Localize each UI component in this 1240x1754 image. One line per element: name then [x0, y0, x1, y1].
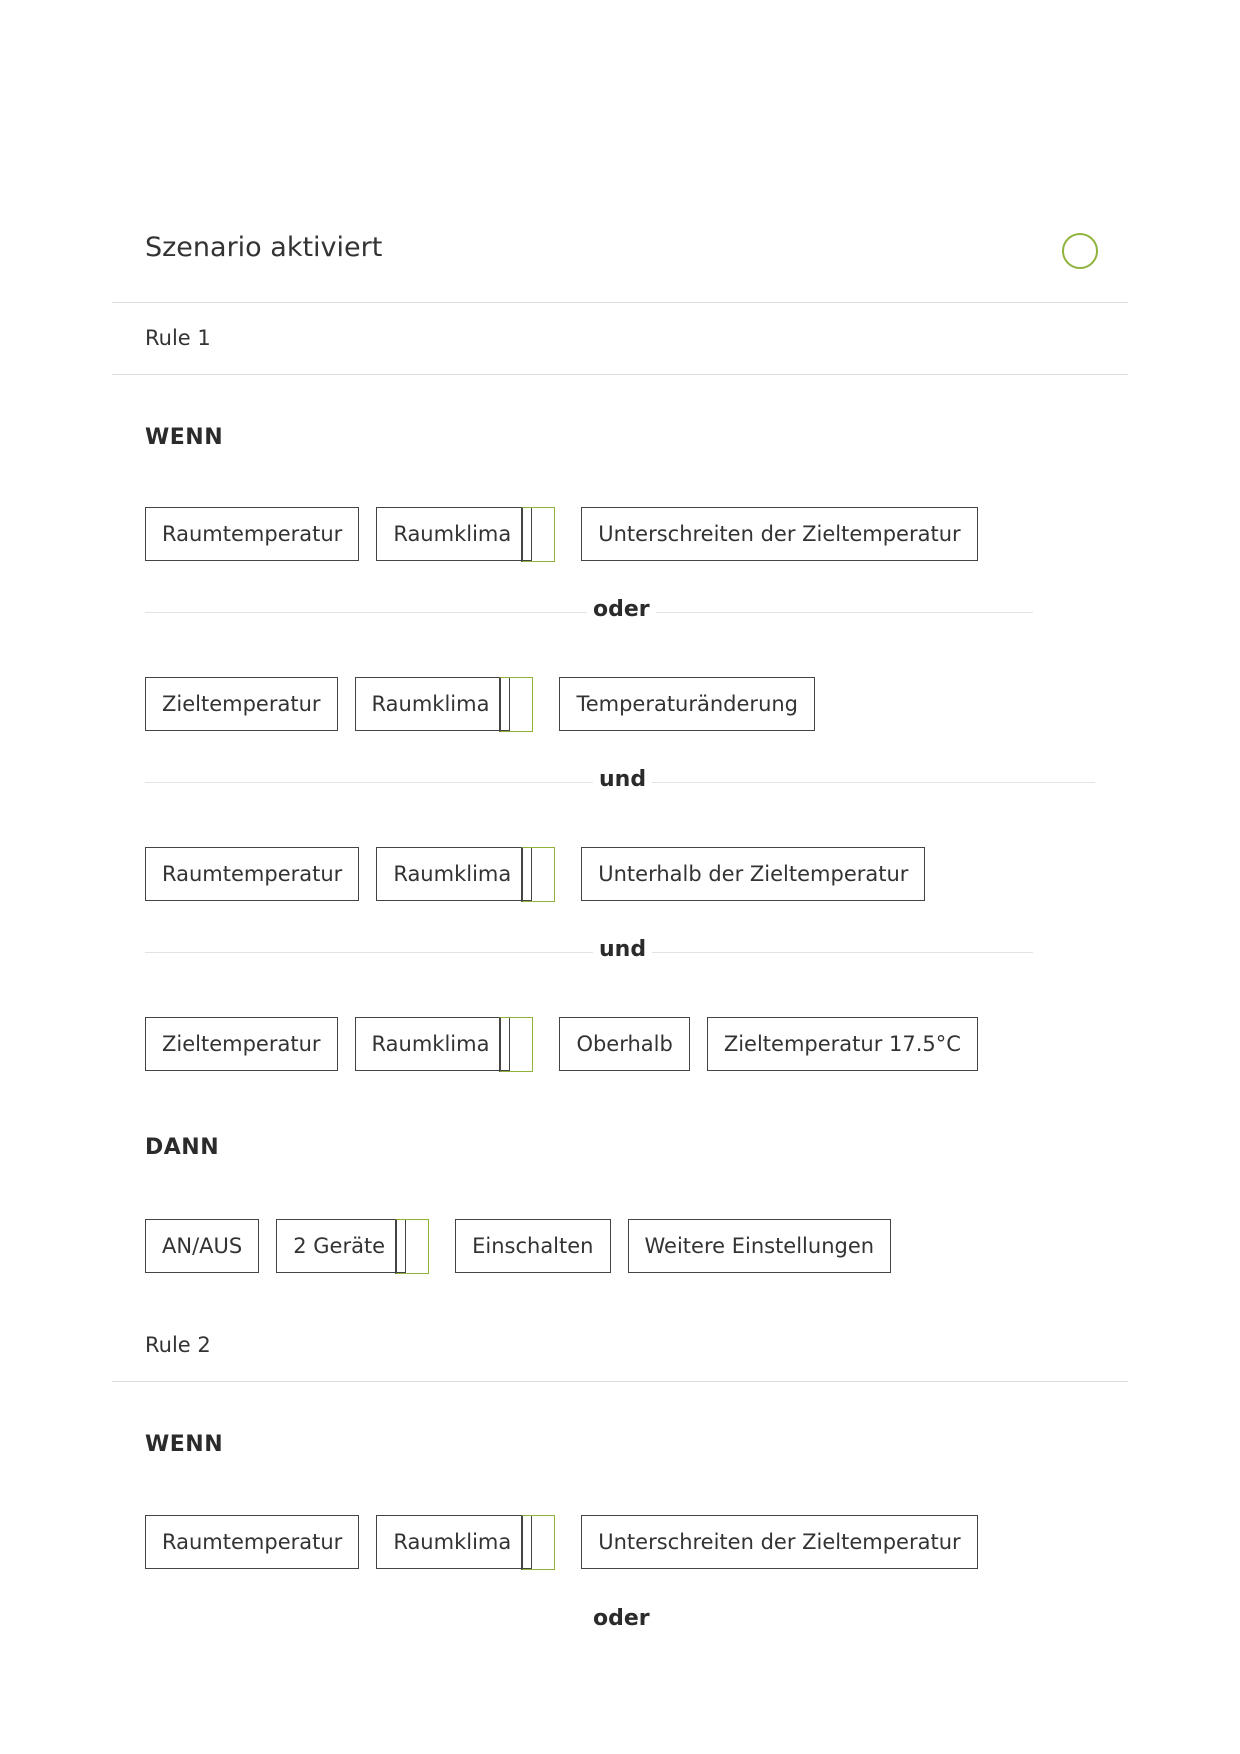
connector-und: und [593, 937, 652, 962]
more-settings-chip[interactable]: Weitere Einstellungen [628, 1219, 892, 1273]
condition-value-chip[interactable]: Unterschreiten der Zieltemperatur [581, 507, 977, 561]
dropdown-toggle[interactable] [499, 1017, 533, 1072]
connector-und: und [593, 767, 652, 792]
dropdown-toggle[interactable] [521, 1515, 555, 1570]
condition-type-chip[interactable]: Raumtemperatur [145, 847, 359, 901]
device-select-label: Raumklima [393, 862, 512, 886]
condition-type-chip[interactable]: Zieltemperatur [145, 1017, 338, 1071]
rule-1-condition-1 [145, 507, 995, 561]
rule-1-condition-3 [145, 847, 942, 901]
condition-type-chip[interactable]: Raumtemperatur [145, 1515, 359, 1569]
action-type-chip[interactable]: AN/AUS [145, 1219, 259, 1273]
rule-1-actions [145, 1219, 908, 1273]
device-select-label: Raumklima [393, 1530, 512, 1554]
page-title: Szenario aktiviert [145, 232, 383, 263]
device-select-chip[interactable] [376, 1515, 532, 1569]
device-select-chip[interactable] [355, 677, 511, 731]
scenario-toggle[interactable] [1062, 233, 1098, 269]
rule-1-wenn-label: WENN [145, 425, 224, 450]
device-select-label: Raumklima [393, 522, 512, 546]
dropdown-toggle[interactable] [521, 507, 555, 562]
dropdown-toggle[interactable] [395, 1219, 429, 1274]
device-select-chip[interactable] [355, 1017, 511, 1071]
rule-1-label: Rule 1 [145, 326, 211, 350]
condition-type-chip[interactable]: Raumtemperatur [145, 507, 359, 561]
condition-type-chip[interactable]: Zieltemperatur [145, 677, 338, 731]
rule-2-condition-1 [145, 1515, 995, 1569]
device-select-chip[interactable] [276, 1219, 406, 1273]
divider [112, 374, 1128, 375]
condition-value-chip[interactable]: Unterhalb der Zieltemperatur [581, 847, 925, 901]
action-value-chip[interactable]: Einschalten [455, 1219, 610, 1273]
rule-2-label: Rule 2 [145, 1333, 211, 1357]
condition-value-chip[interactable]: Unterschreiten der Zieltemperatur [581, 1515, 977, 1569]
connector-oder: oder [587, 597, 656, 622]
condition-operator-chip[interactable]: Oberhalb [559, 1017, 689, 1071]
condition-value-chip[interactable]: Zieltemperatur 17.5°C [707, 1017, 978, 1071]
condition-value-chip[interactable]: Temperaturänderung [559, 677, 815, 731]
device-select-chip[interactable] [376, 847, 532, 901]
rule-1-condition-4 [145, 1017, 995, 1071]
divider [112, 302, 1128, 303]
dropdown-toggle[interactable] [521, 847, 555, 902]
rule-2-wenn-label: WENN [145, 1432, 224, 1457]
dropdown-toggle[interactable] [499, 677, 533, 732]
connector-oder: oder [587, 1606, 656, 1631]
device-select-label: Raumklima [371, 692, 490, 716]
device-select-label: 2 Geräte [293, 1234, 386, 1258]
connector-line [145, 952, 1033, 953]
divider [112, 1381, 1128, 1382]
rule-1-condition-2 [145, 677, 832, 731]
rule-1-dann-label: DANN [145, 1135, 220, 1160]
device-select-chip[interactable] [376, 507, 532, 561]
device-select-label: Raumklima [371, 1032, 490, 1056]
